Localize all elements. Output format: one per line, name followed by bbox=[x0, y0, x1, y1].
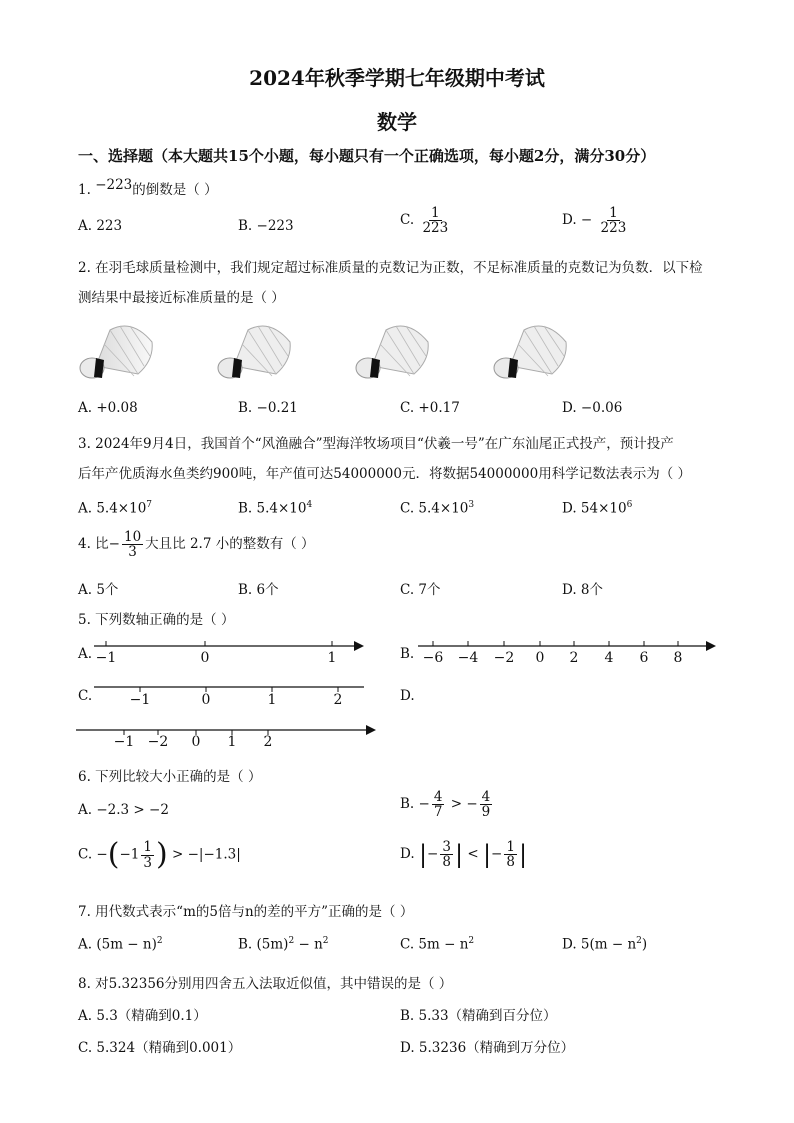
question-1-stem bbox=[78, 178, 218, 198]
tick-label: 2 bbox=[569, 650, 579, 666]
option-b: B. −0.21 bbox=[238, 400, 298, 416]
option-d: D. $5(m - n^2)$ bbox=[562, 936, 648, 953]
option-d: D. $54\times 10^6$ bbox=[562, 500, 633, 517]
option-b: B. $(5m)^2 - n^2$ bbox=[238, 936, 329, 953]
option-a: A. 5.3（精确到0.1） bbox=[78, 1008, 207, 1024]
exam-subject: 数学 bbox=[377, 110, 417, 134]
tick-label: −4 bbox=[457, 650, 479, 666]
tick-label: 1 bbox=[227, 734, 237, 750]
question-3-line-2: 后年产优质海水鱼类约900吨，年产值可达54000000元．将数据54000000用科学记数法表示为（ ） bbox=[78, 466, 691, 482]
tick-label: 6 bbox=[639, 650, 649, 666]
question-7-stem: 7. 用代数式表示“m的5倍与n的差的平方”正确的是（ ） bbox=[78, 904, 414, 920]
tick-label: −2 bbox=[493, 650, 515, 666]
section-heading: 一、选择题（本大题共15个小题，每小题只有一个正确选项，每小题2分，满分30分） bbox=[78, 147, 656, 165]
tick-label: 2 bbox=[263, 734, 273, 750]
option-c: C. $5.4\times 10^3$ bbox=[400, 500, 475, 517]
tick-label: 0 bbox=[535, 650, 545, 666]
option-d: D. 5.3236（精确到万分位） bbox=[400, 1040, 575, 1056]
shuttlecock-image-d bbox=[490, 320, 570, 380]
tick-label: 0 bbox=[201, 692, 211, 708]
question-1-value: −223 bbox=[95, 177, 133, 193]
fraction: $\frac{1}{223}$ bbox=[600, 205, 627, 237]
question-3-line-1: 3. 2024年9月4日，我国首个“风渔融合”型海洋牧场项目“伏羲一号”在广东汕尾正式投产，预计投产 bbox=[78, 436, 674, 452]
option-c: C. 5.324（精确到0.001） bbox=[78, 1040, 242, 1056]
option-c: C. −(−1 $\frac{1}{3}$ ) > −|−1.3| bbox=[78, 837, 241, 872]
tick-label: 8 bbox=[673, 650, 683, 666]
option-b: B. 6个 bbox=[238, 582, 279, 598]
option-a: A. 5个 bbox=[78, 582, 119, 598]
shuttlecock-image-a bbox=[76, 320, 156, 380]
tick-label: 4 bbox=[604, 650, 614, 666]
exam-title: 2024年秋季学期七年级期中考试 bbox=[249, 66, 545, 90]
option-d: D. 8个 bbox=[562, 582, 604, 598]
option-c: C. +0.17 bbox=[400, 400, 460, 416]
tick-label: 1 bbox=[267, 692, 277, 708]
question-8-stem: 8. 对5.32356分别用四舍五入法取近似值，其中错误的是（ ） bbox=[78, 976, 453, 992]
option-d: D. −0.06 bbox=[562, 400, 623, 416]
option-a: A. bbox=[78, 646, 93, 662]
option-d: D. bbox=[400, 688, 415, 704]
tick-label: 0 bbox=[200, 650, 210, 666]
option-a: A. +0.08 bbox=[78, 400, 138, 416]
option-b: B. 5.33（精确到百分位） bbox=[400, 1008, 557, 1024]
option-c: C. bbox=[78, 688, 93, 704]
fraction: $\frac{1}{223}$ bbox=[422, 205, 449, 237]
shuttlecock-image-b bbox=[214, 320, 294, 380]
option-a: A. $5.4\times 10^7$ bbox=[78, 500, 153, 517]
option-a: A. −2.3 > −2 bbox=[78, 802, 169, 818]
option-a: A. $(5m - n)^2$ bbox=[78, 936, 163, 953]
option-a: A. 223 bbox=[78, 218, 123, 234]
option-c: C. $5m - n^2$ bbox=[400, 936, 475, 953]
option-c: C. 7个 bbox=[400, 582, 441, 598]
fraction: $\frac{10}{3}$ bbox=[123, 529, 142, 561]
tick-label: −1 bbox=[95, 650, 117, 666]
tick-label: 1 bbox=[327, 650, 337, 666]
option-b: B. −223 bbox=[238, 218, 294, 234]
tick-label: 0 bbox=[191, 734, 201, 750]
question-6-stem: 6. 下列比较大小正确的是（ ） bbox=[78, 769, 262, 785]
question-number: 1. bbox=[78, 182, 91, 198]
tick-label: −1 bbox=[113, 734, 135, 750]
option-d bbox=[562, 206, 630, 235]
question-2-line-2: 测结果中最接近标准质量的是（ ） bbox=[78, 290, 285, 306]
question-1-text: 的倒数是（ ） bbox=[132, 182, 218, 198]
shuttlecock-image-c bbox=[352, 320, 432, 380]
option-c bbox=[400, 206, 452, 235]
tick-label: −6 bbox=[422, 650, 444, 666]
question-2-line-1: 2. 在羽毛球质量检测中，我们规定超过标准质量的克数记为正数，不足标准质量的克数记为负数．以下检 bbox=[78, 260, 703, 276]
option-d: D. |− $\frac{3}{8}$ | < |− $\frac{1}{8}$ | bbox=[400, 839, 528, 871]
tick-label: −2 bbox=[147, 734, 169, 750]
option-label: C. bbox=[400, 212, 415, 229]
tick-label: 2 bbox=[333, 692, 343, 708]
question-4-stem: 4. 比− $\frac{10}{3}$ 大且比 2.7 小的整数有（ ） bbox=[78, 529, 315, 561]
option-label: D. − bbox=[562, 212, 593, 229]
option-b: B. − $\frac{4}{7}$ > − $\frac{4}{9}$ bbox=[400, 789, 491, 821]
option-b: B. bbox=[400, 646, 415, 662]
question-5-stem: 5. 下列数轴正确的是（ ） bbox=[78, 612, 235, 628]
option-b: B. $5.4\times 10^4$ bbox=[238, 500, 313, 517]
tick-label: −1 bbox=[129, 692, 151, 708]
